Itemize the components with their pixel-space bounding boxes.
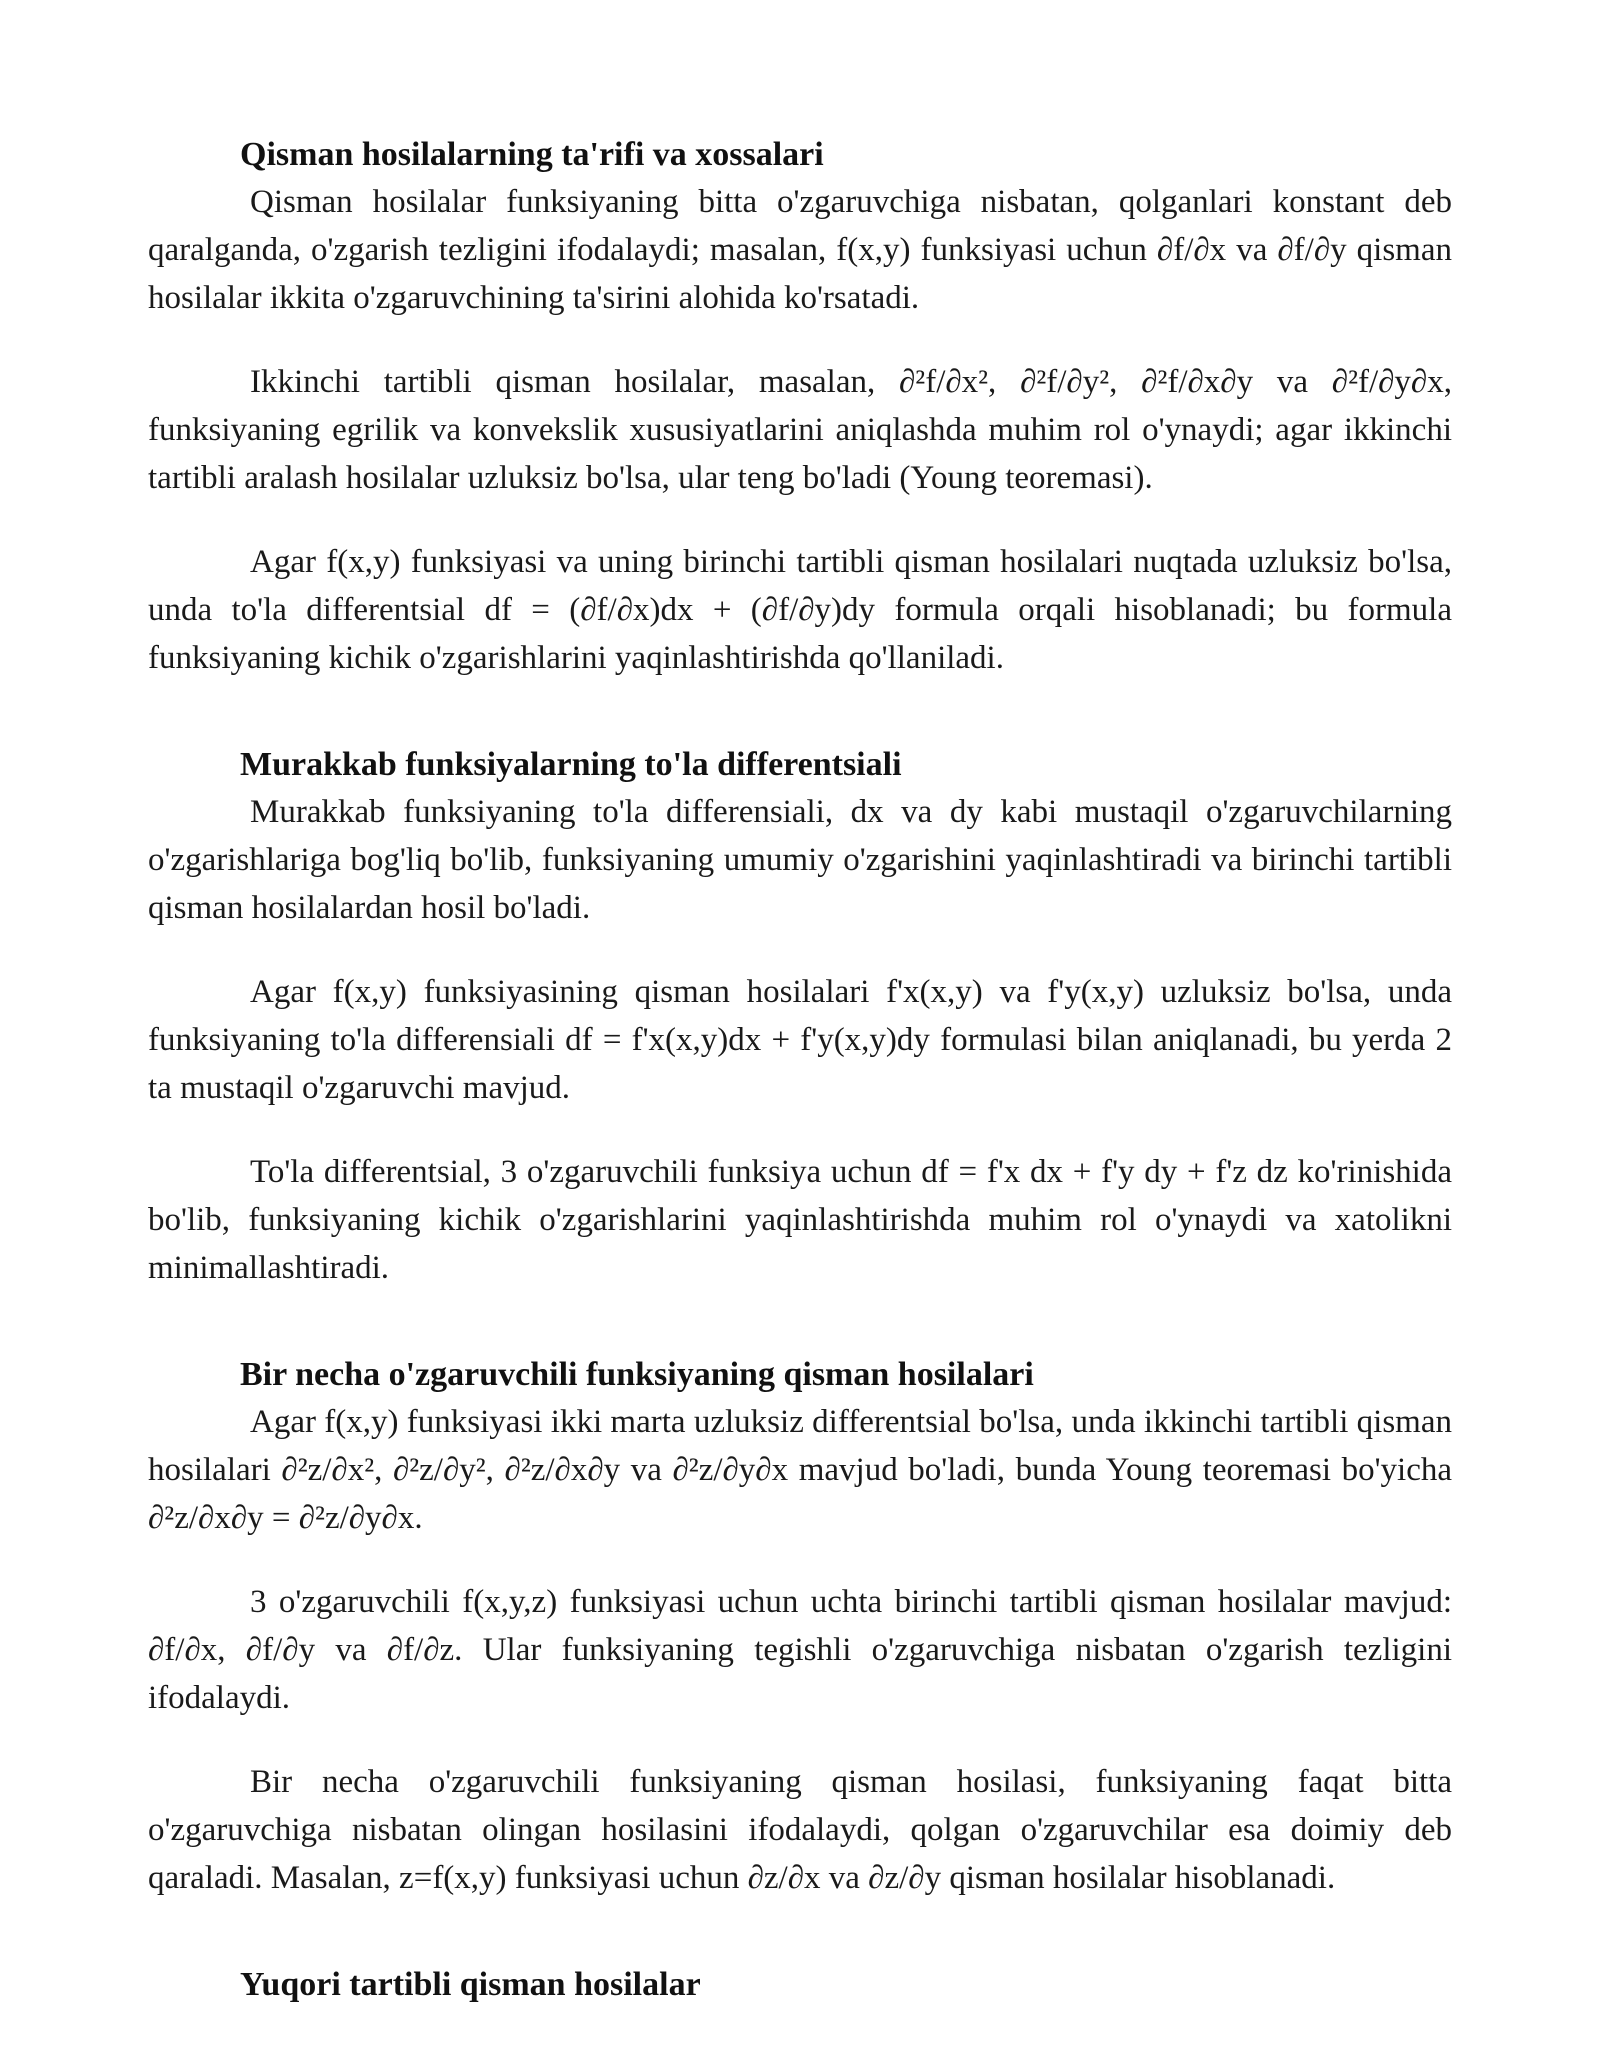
paragraph: To'la differentsial, 3 o'zgaruvchili funksiya uchun df = f'x dx + f'y dy + f'z dz ko'rinishida bo'lib, funksiyaning kichik o'zgarishlarini yaqinlashtirishda muhim rol o'ynaydi va xatolikni minimallashtiradi.	[148, 1154, 1452, 1286]
section-heading: Yuqori tartibli qisman hosilalar	[240, 1966, 701, 2003]
paragraph: Agar f(x,y) funksiyasining qisman hosilalari f'x(x,y) va f'y(x,y) uzluksiz bo'lsa, unda funksiyaning to'la differensiali df = f'x(x,y)dx + f'y(x,y)dy formulasi bilan aniqlanadi, bu yerda 2 ta mustaqil o'zgaruvchi mavjud.	[148, 974, 1452, 1106]
section-heading: Bir necha o'zgaruvchili funksiyaning qisman hosilalari	[240, 1356, 1034, 1393]
paragraph: Bir necha o'zgaruvchili funksiyaning qisman hosilasi, funksiyaning faqat bitta o'zgaruvchiga nisbatan olingan hosilasini ifodalaydi, qolgan o'zgaruvchilar esa doimiy deb qaraladi. Masalan, z=f(x,y) funksiyasi uchun ∂z/∂x va ∂z/∂y qisman hosilalar hisoblanadi.	[148, 1764, 1452, 1896]
paragraph: Agar f(x,y) funksiyasi ikki marta uzluksiz differentsial bo'lsa, unda ikkinchi tartibli qisman hosilalari ∂²z/∂x², ∂²z/∂y², ∂²z/∂x∂y va ∂²z/∂y∂x mavjud bo'ladi, bunda Young teoremasi bo'yicha ∂²z/∂x∂y = ∂²z/∂y∂x.	[148, 1404, 1452, 1536]
section-heading: Murakkab funksiyalarning to'la differentsiali	[240, 746, 902, 783]
paragraph: Agar f(x,y) funksiyasi va uning birinchi tartibli qisman hosilalari nuqtada uzluksiz bo'lsa, unda to'la differentsial df = (∂f/∂x)dx + (∂f/∂y)dy formula orqali hisoblanadi; bu formula funksiyaning kichik o'zgarishlarini yaqinlashtirishda qo'llaniladi.	[148, 544, 1452, 676]
paragraph: Ikkinchi tartibli qisman hosilalar, masalan, ∂²f/∂x², ∂²f/∂y², ∂²f/∂x∂y va ∂²f/∂y∂x, funksiyaning egrilik va konvekslik xususiyatlarini aniqlashda muhim rol o'ynaydi; agar ikkinchi tartibli aralash hosilalar uzluksiz bo'lsa, ular teng bo'ladi (Young teoremasi).	[148, 364, 1452, 496]
paragraph: Qisman hosilalar funksiyaning bitta o'zgaruvchiga nisbatan, qolganlari konstant deb qaralganda, o'zgarish tezligini ifodalaydi; masalan, f(x,y) funksiyasi uchun ∂f/∂x va ∂f/∂y qisman hosilalar ikkita o'zgaruvchining ta'sirini alohida ko'rsatadi.	[148, 184, 1452, 316]
paragraph: Murakkab funksiyaning to'la differensiali, dx va dy kabi mustaqil o'zgaruvchilarning o'zgarishlariga bog'liq bo'lib, funksiyaning umumiy o'zgarishini yaqinlashtiradi va birinchi tartibli qisman hosilalardan hosil bo'ladi.	[148, 794, 1452, 926]
document-page	[148, 132, 1452, 2008]
paragraph: 3 o'zgaruvchili f(x,y,z) funksiyasi uchun uchta birinchi tartibli qisman hosilalar mavjud: ∂f/∂x, ∂f/∂y va ∂f/∂z. Ular funksiyaning tegishli o'zgaruvchiga nisbatan o'zgarish tezligini ifodalaydi.	[148, 1584, 1452, 1716]
section-heading: Qisman hosilalarning ta'rifi va xossalari	[240, 136, 824, 173]
